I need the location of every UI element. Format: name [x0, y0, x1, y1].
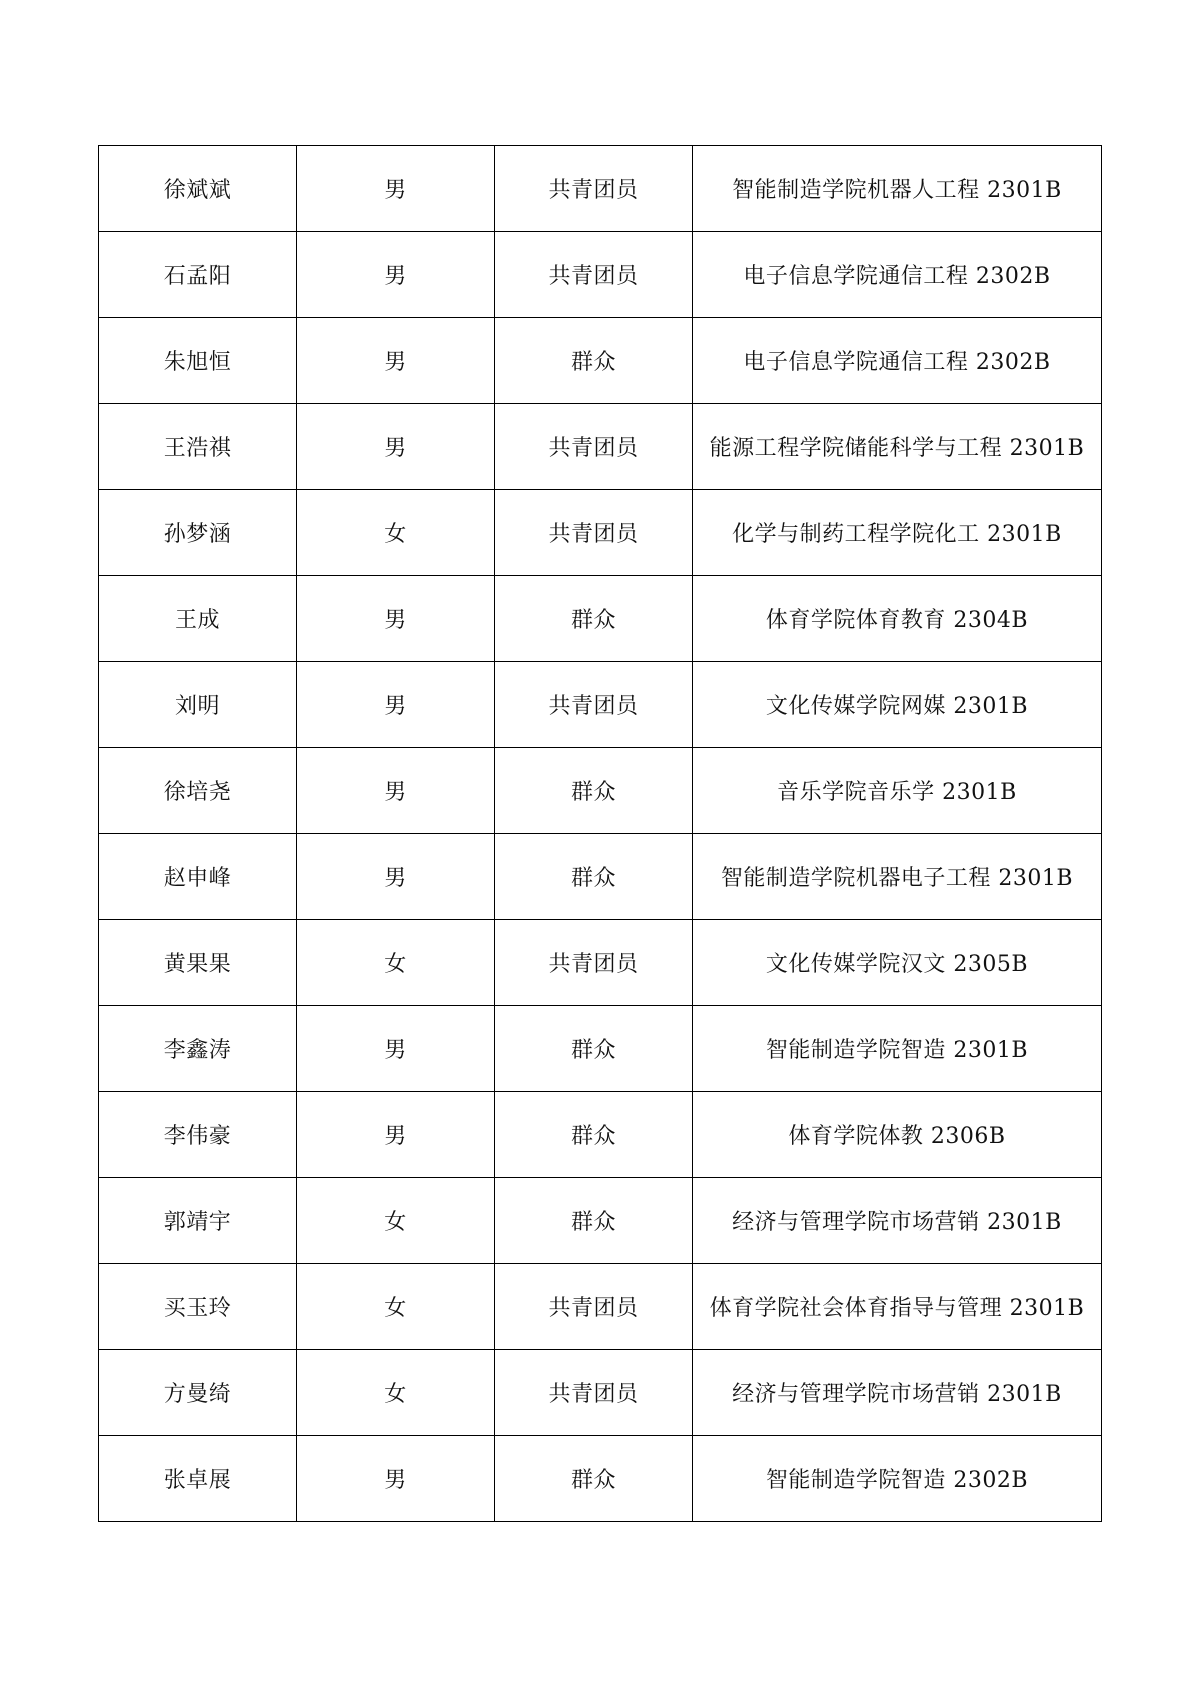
- political-status-cell: 群众: [495, 1092, 693, 1178]
- political-status-cell: 共青团员: [495, 146, 693, 232]
- table-row: [99, 146, 1102, 232]
- gender-cell: 男: [297, 834, 495, 920]
- gender-cell: 男: [297, 748, 495, 834]
- political-status-cell: 共青团员: [495, 662, 693, 748]
- gender-cell: 男: [297, 576, 495, 662]
- political-status-cell: 共青团员: [495, 1350, 693, 1436]
- name-cell: 刘明: [99, 662, 297, 748]
- class-cell: 智能制造学院机器人工程 2301B: [693, 146, 1102, 232]
- table-row: [99, 318, 1102, 404]
- political-status-cell: 群众: [495, 576, 693, 662]
- name-cell: 方曼绮: [99, 1350, 297, 1436]
- political-status-cell: 群众: [495, 1178, 693, 1264]
- class-cell: 电子信息学院通信工程 2302B: [693, 232, 1102, 318]
- name-cell: 李伟豪: [99, 1092, 297, 1178]
- name-cell: 朱旭恒: [99, 318, 297, 404]
- table-row: [99, 1006, 1102, 1092]
- gender-cell: 女: [297, 1350, 495, 1436]
- table-row: [99, 1092, 1102, 1178]
- political-status-cell: 共青团员: [495, 1264, 693, 1350]
- gender-cell: 男: [297, 662, 495, 748]
- table-row: [99, 1350, 1102, 1436]
- gender-cell: 男: [297, 318, 495, 404]
- class-cell: 音乐学院音乐学 2301B: [693, 748, 1102, 834]
- class-cell: 经济与管理学院市场营销 2301B: [693, 1350, 1102, 1436]
- class-cell: 文化传媒学院网媒 2301B: [693, 662, 1102, 748]
- name-cell: 王成: [99, 576, 297, 662]
- class-cell: 智能制造学院智造 2302B: [693, 1436, 1102, 1522]
- table-row: [99, 232, 1102, 318]
- name-cell: 张卓展: [99, 1436, 297, 1522]
- table-row: [99, 490, 1102, 576]
- name-cell: 石孟阳: [99, 232, 297, 318]
- table-row: [99, 920, 1102, 1006]
- gender-cell: 女: [297, 1264, 495, 1350]
- political-status-cell: 共青团员: [495, 920, 693, 1006]
- gender-cell: 男: [297, 146, 495, 232]
- political-status-cell: 群众: [495, 748, 693, 834]
- class-cell: 体育学院社会体育指导与管理 2301B: [693, 1264, 1102, 1350]
- political-status-cell: 群众: [495, 318, 693, 404]
- class-cell: 体育学院体育教育 2304B: [693, 576, 1102, 662]
- gender-cell: 男: [297, 232, 495, 318]
- gender-cell: 男: [297, 1436, 495, 1522]
- name-cell: 王浩祺: [99, 404, 297, 490]
- class-cell: 智能制造学院智造 2301B: [693, 1006, 1102, 1092]
- political-status-cell: 群众: [495, 1436, 693, 1522]
- political-status-cell: 共青团员: [495, 404, 693, 490]
- roster-table: [98, 145, 1102, 1522]
- name-cell: 赵申峰: [99, 834, 297, 920]
- class-cell: 智能制造学院机器电子工程 2301B: [693, 834, 1102, 920]
- political-status-cell: 共青团员: [495, 232, 693, 318]
- name-cell: 徐斌斌: [99, 146, 297, 232]
- table-row: [99, 662, 1102, 748]
- name-cell: 黄果果: [99, 920, 297, 1006]
- gender-cell: 男: [297, 1006, 495, 1092]
- class-cell: 体育学院体教 2306B: [693, 1092, 1102, 1178]
- political-status-cell: 群众: [495, 1006, 693, 1092]
- political-status-cell: 共青团员: [495, 490, 693, 576]
- name-cell: 孙梦涵: [99, 490, 297, 576]
- name-cell: 徐培尧: [99, 748, 297, 834]
- class-cell: 能源工程学院储能科学与工程 2301B: [693, 404, 1102, 490]
- name-cell: 郭靖宇: [99, 1178, 297, 1264]
- class-cell: 化学与制药工程学院化工 2301B: [693, 490, 1102, 576]
- name-cell: 买玉玲: [99, 1264, 297, 1350]
- table-row: [99, 1436, 1102, 1522]
- gender-cell: 女: [297, 490, 495, 576]
- roster-table-body: [99, 146, 1102, 1522]
- class-cell: 经济与管理学院市场营销 2301B: [693, 1178, 1102, 1264]
- political-status-cell: 群众: [495, 834, 693, 920]
- gender-cell: 女: [297, 1178, 495, 1264]
- gender-cell: 女: [297, 920, 495, 1006]
- name-cell: 李鑫涛: [99, 1006, 297, 1092]
- table-row: [99, 576, 1102, 662]
- table-row: [99, 404, 1102, 490]
- class-cell: 文化传媒学院汉文 2305B: [693, 920, 1102, 1006]
- table-row: [99, 1264, 1102, 1350]
- table-row: [99, 1178, 1102, 1264]
- class-cell: 电子信息学院通信工程 2302B: [693, 318, 1102, 404]
- table-row: [99, 748, 1102, 834]
- gender-cell: 男: [297, 404, 495, 490]
- table-row: [99, 834, 1102, 920]
- gender-cell: 男: [297, 1092, 495, 1178]
